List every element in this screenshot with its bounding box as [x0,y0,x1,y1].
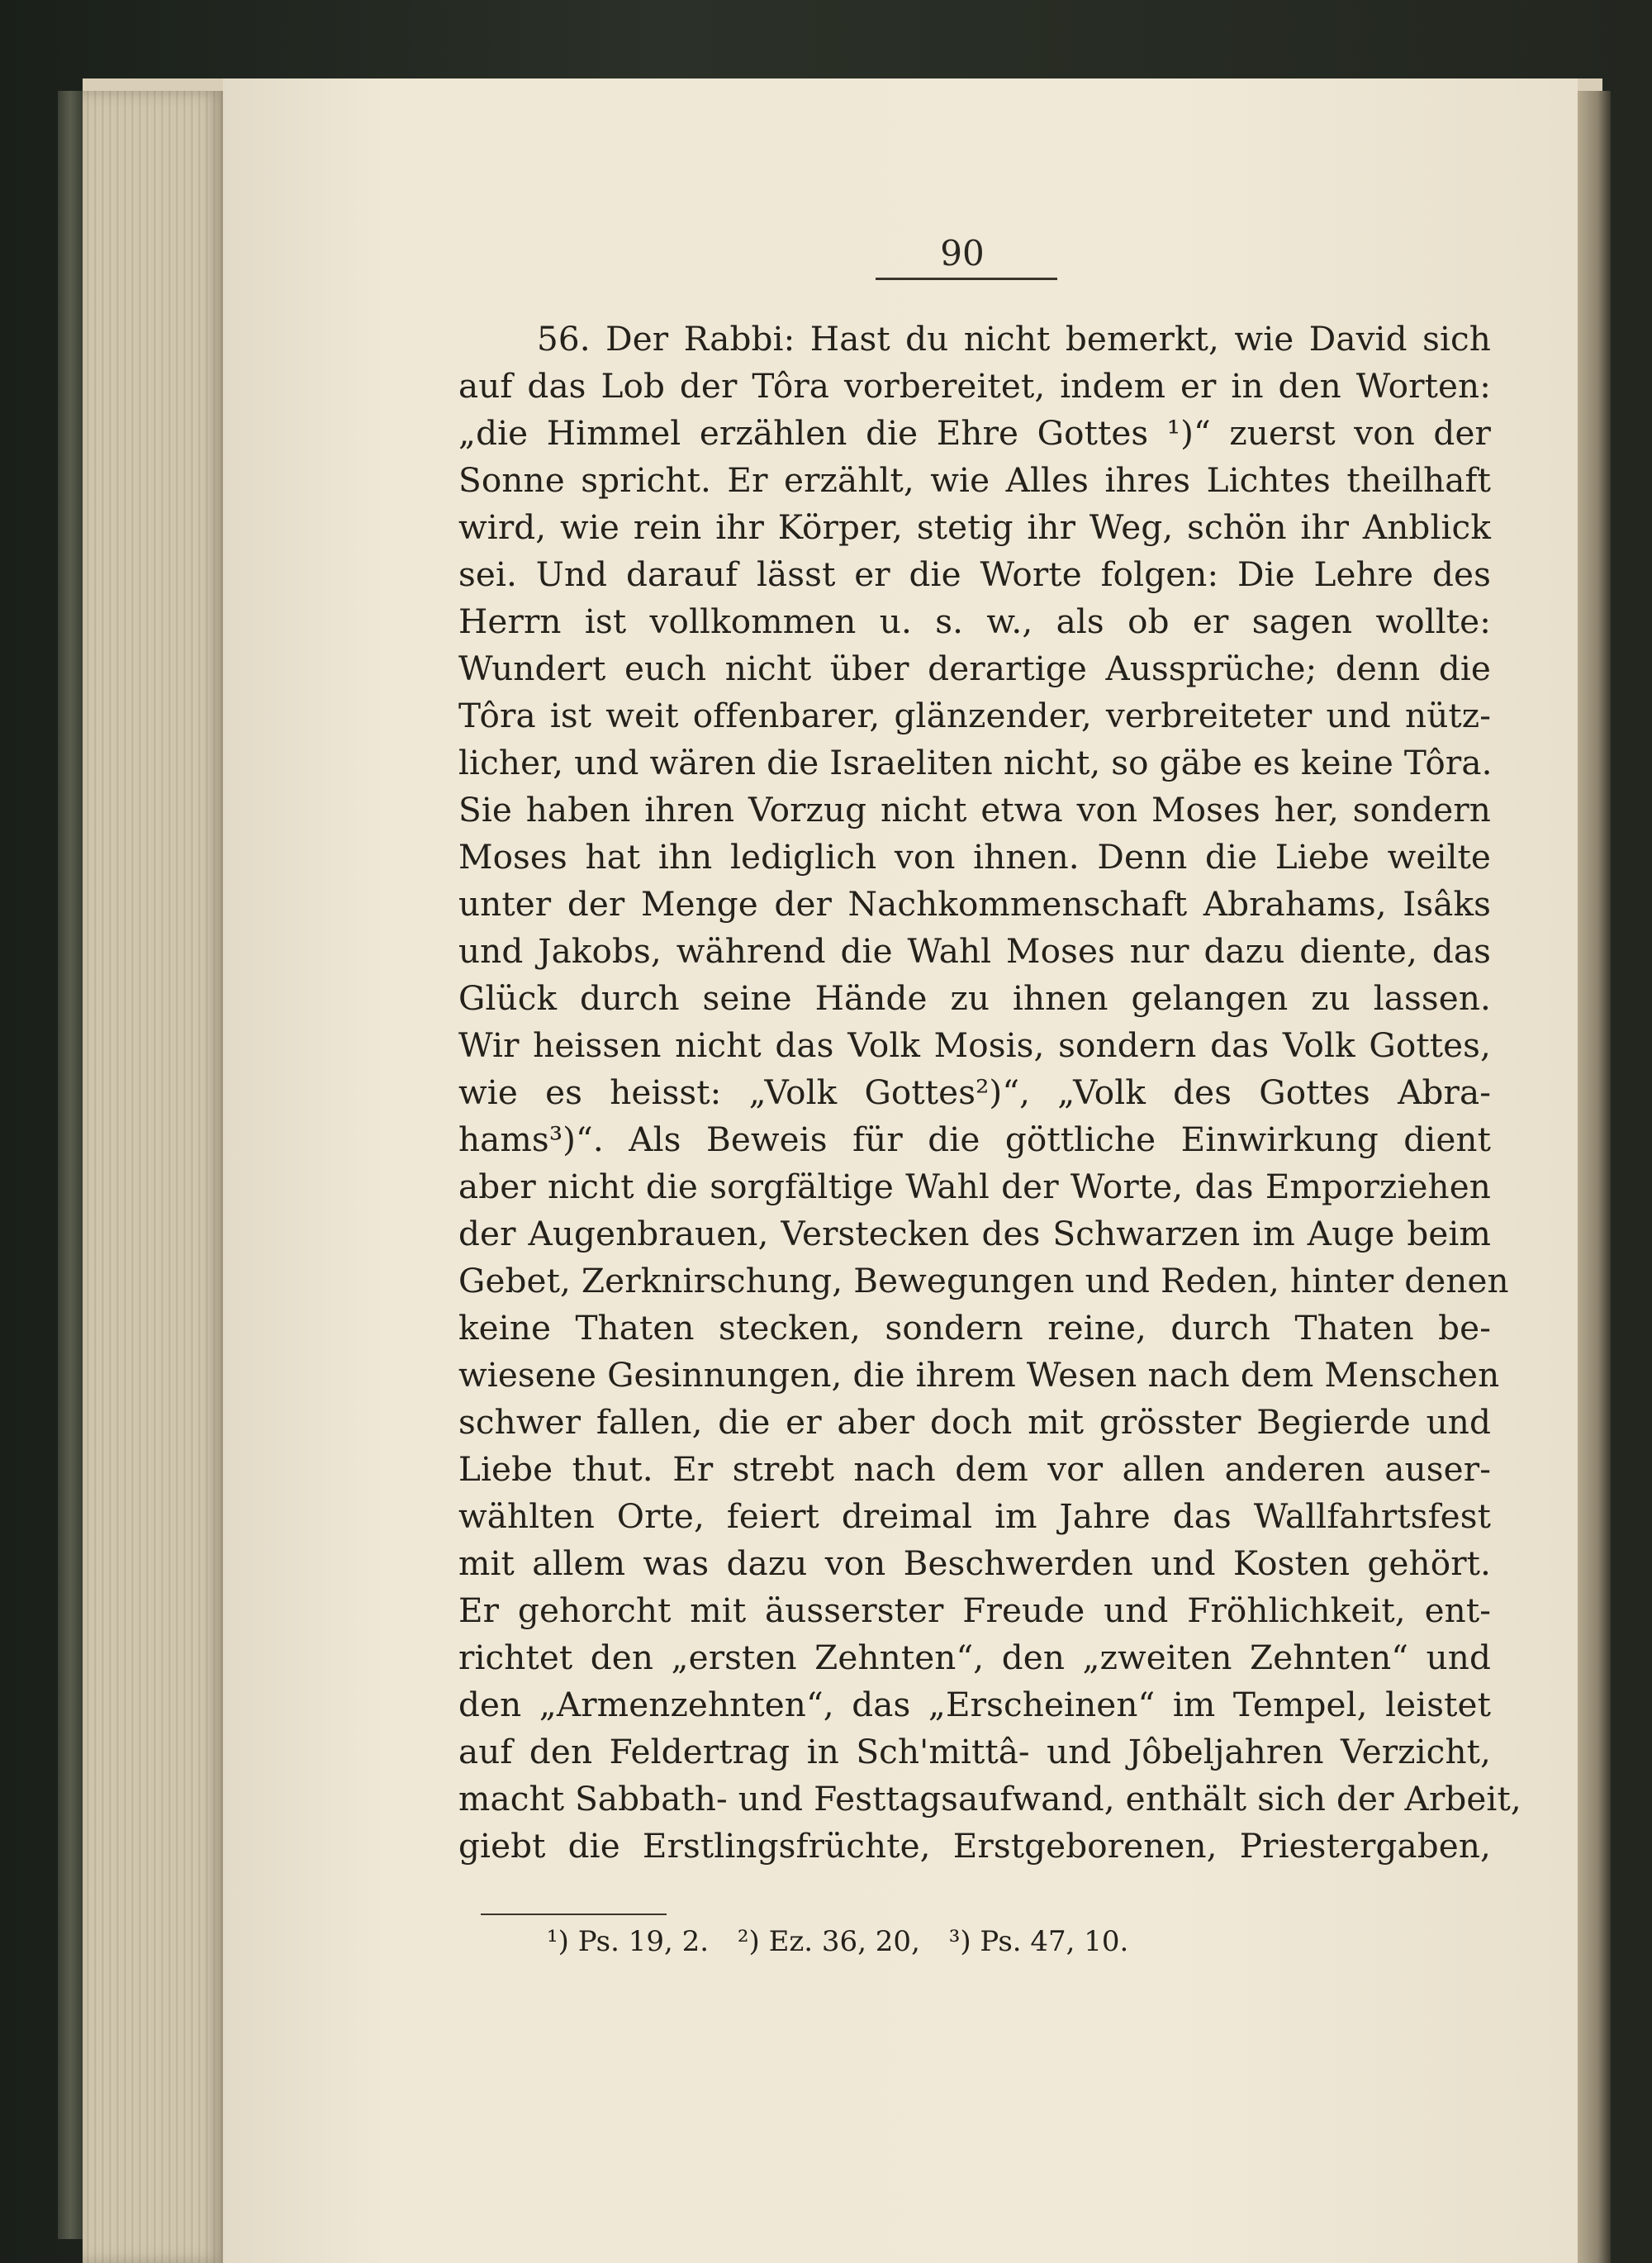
text-line: Sie haben ihren Vorzug nicht etwa von Moses her, sondern [458,790,1491,830]
text-line: Glück durch seine Hände zu ihnen gelangen zu lassen. [458,978,1491,1018]
text-line: auf den Feldertrag in Sch'mittâ- und Jôbeljahren Verzicht, [458,1732,1491,1771]
text-line: hams³)“. Als Beweis für die göttliche Einwirkung dient [458,1120,1491,1159]
text-line: Wundert euch nicht über derartige Aussprüche; denn die [458,649,1491,688]
text-line: und Jakobs, während die Wahl Moses nur dazu diente, das [458,931,1491,971]
footnote: ²) Ez. 36, 20, [737,1925,920,1958]
page-number: 90 [940,233,985,273]
text-line: giebt die Erstlingsfrüchte, Erstgeborenen, Priestergaben, [458,1826,1491,1866]
footnote: ³) Ps. 47, 10. [948,1925,1129,1958]
text-line: wiesene Gesinnungen, die ihrem Wesen nach dem Menschen [458,1355,1500,1395]
text-line: Wir heissen nicht das Volk Mosis, sondern das Volk Gottes, [458,1025,1491,1065]
text-line: unter der Menge der Nachkommenschaft Abrahams, Isâks [458,884,1491,924]
text-line: Er gehorcht mit äusserster Freude und Fröhlichkeit, ent- [458,1590,1491,1630]
footnote-rule [481,1914,667,1915]
text-line: macht Sabbath- und Festtagsaufwand, enthält sich der Arbeit, [458,1779,1521,1818]
text-line: wählten Orte, feiert dreimal im Jahre das Wallfahrtsfest [458,1496,1491,1536]
page-number-rule [876,278,1057,280]
text-line: Herrn ist vollkommen u. s. w., als ob er sagen wollte: [458,601,1491,641]
footnotes [547,1925,1148,1958]
page-stack-edges [83,91,223,2263]
cover-edge [58,91,83,2239]
text-line: Tôra ist weit offenbarer, glänzender, verbreiteter und nütz- [458,696,1491,735]
text-line: aber nicht die sorgfältige Wahl der Worte, das Emporziehen [458,1167,1491,1206]
text-line: den „Armenzehnten“, das „Erscheinen“ im Tempel, leistet [458,1685,1491,1724]
text-line: sei. Und darauf lässt er die Worte folgen: Die Lehre des [458,554,1491,594]
text-line: Moses hat ihn lediglich von ihnen. Denn die Liebe weilte [458,837,1491,877]
text-line: richtet den „ersten Zehnten“, den „zweiten Zehnten“ und [458,1638,1491,1677]
text-line: wie es heisst: „Volk Gottes²)“, „Volk des Gottes Abra- [458,1072,1491,1112]
text-line: Sonne spricht. Er erzählt, wie Alles ihres Lichtes theilhaft [458,460,1491,500]
text-line: Gebet, Zerknirschung, Bewegungen und Reden, hinter denen [458,1261,1509,1300]
footnote: ¹) Ps. 19, 2. [547,1925,710,1958]
text-line: „die Himmel erzählen die Ehre Gottes ¹)“ zuerst von der [458,413,1491,453]
text-line: wird, wie rein ihr Körper, stetig ihr Weg, schön ihr Anblick [458,507,1491,547]
text-line: 56. Der Rabbi: Hast du nicht bemerkt, wie David sich [537,319,1491,359]
text-line: der Augenbrauen, Verstecken des Schwarzen im Auge beim [458,1214,1491,1253]
text-line: mit allem was dazu von Beschwerden und Kosten gehört. [458,1543,1491,1583]
text-line: auf das Lob der Tôra vorbereitet, indem er in den Worten: [458,366,1491,406]
text-line: schwer fallen, die er aber doch mit grösster Begierde und [458,1402,1491,1442]
text-line: licher, und wären die Israeliten nicht, so gäbe es keine Tôra. [458,743,1493,782]
text-line: keine Thaten stecken, sondern reine, durch Thaten be- [458,1308,1491,1348]
main-text [458,316,1521,1870]
right-page-edge [1578,91,1611,2263]
text-line: Liebe thut. Er strebt nach dem vor allen anderen auser- [458,1449,1491,1489]
